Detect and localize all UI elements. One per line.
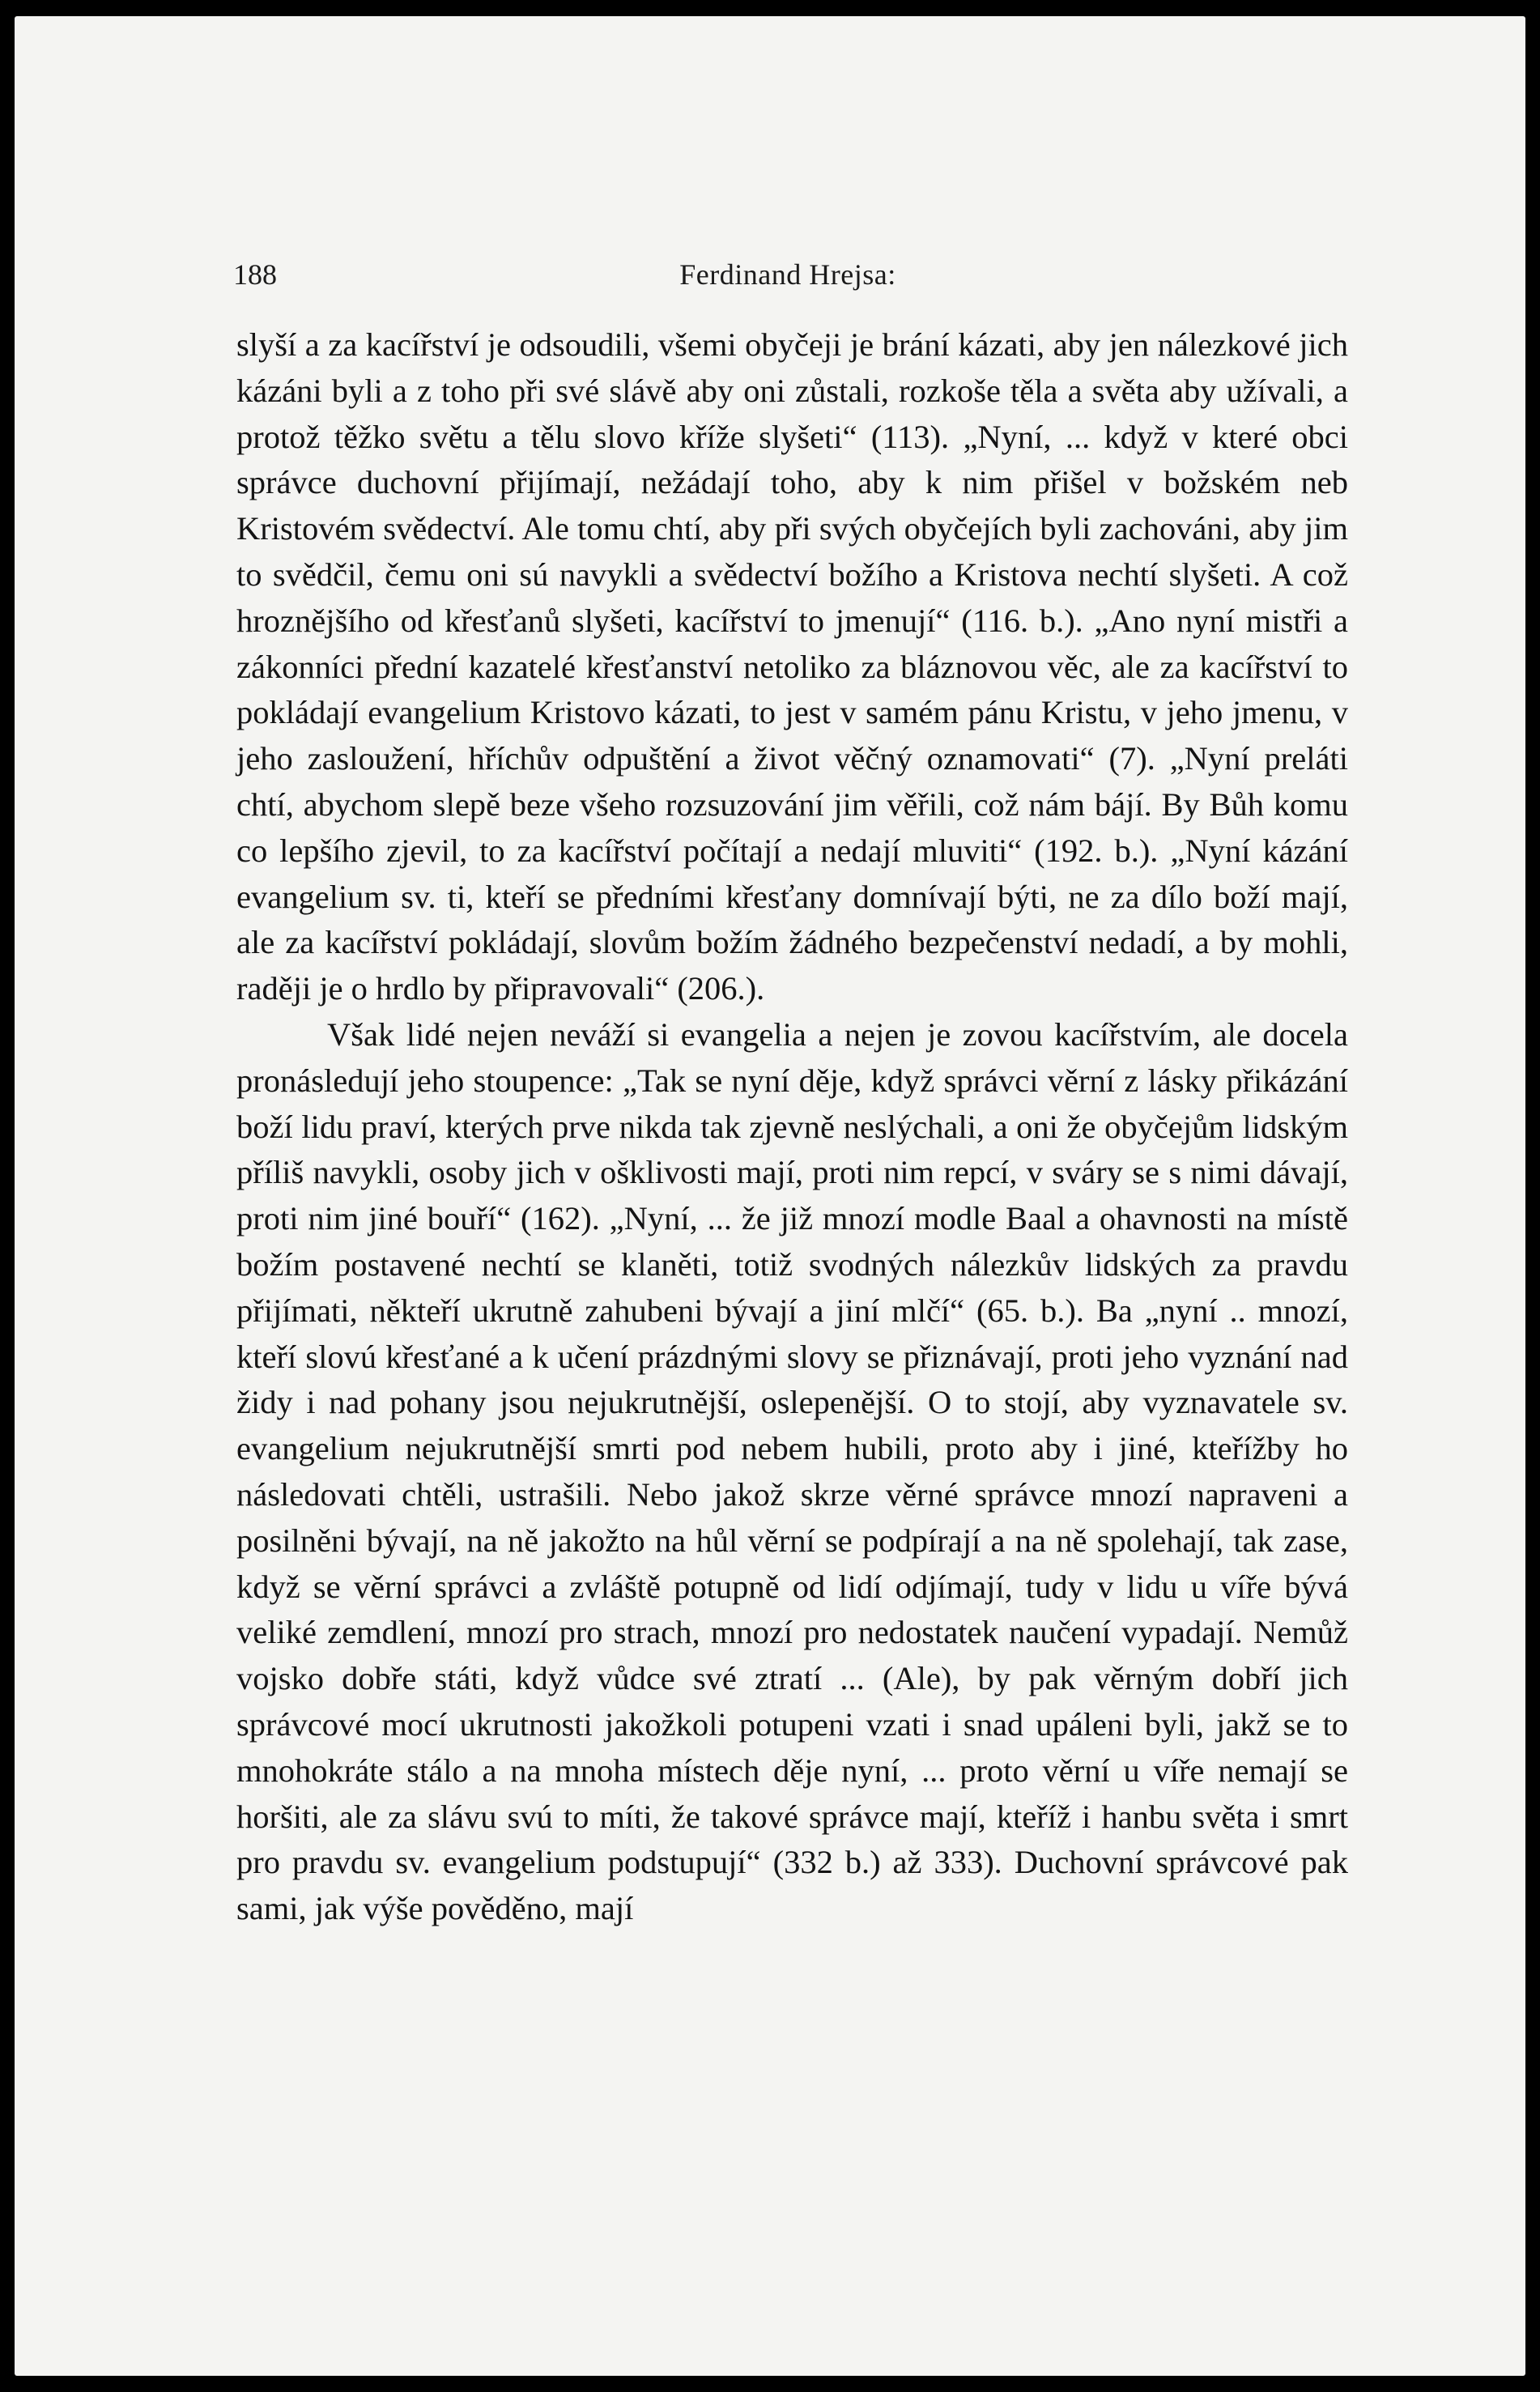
body-text — [236, 322, 1348, 1932]
page-header — [233, 258, 1342, 298]
page-number: 188 — [233, 258, 277, 291]
running-head-author: Ferdinand Hrejsa: — [679, 258, 896, 291]
paragraph-1: slyší a za kacířství je odsoudili, všemi obyčeji je brání kázati, aby jen nálezkové jich kázáni byli a z toho při své slávě aby oni zůstali, rozkoše těla a světa aby užívali, a protož těžko světu a tělu slovo kříže slyšeti“ (113). „Nyní, ... když v které obci správce duchovní přijímají, nežádají toho, aby k nim přišel v božském neb Kristovém svědectví. Ale tomu chtí, aby při svých obyčejích byli zachováni, aby jim to svědčil, čemu oni sú navykli a svědectví božího a Kristova nechtí slyšeti. A což hroznějšího od křesťanů slyšeti, kacířství to jmenují“ (116. b.). „Ano nyní mistři a zákonníci přední kazatelé křesťanství netoliko za bláznovou věc, ale za kacířství to pokládají evangelium Kristovo kázati, to jest v samém pánu Kristu, v jeho jmenu, v jeho zasloužení, hříchův odpuštění a život věčný oznamovati“ (7). „Nyní preláti chtí, abychom slepě beze všeho rozsuzování jim věřili, což nám bájí. By Bůh komu co lepšího zjevil, to za kacířství počítají a nedají mluviti“ (192. b.). „Nyní kázání evangelium sv. ti, kteří se předními křesťany domnívají býti, ne za dílo boží mají, ale za kacířství pokládají, slovům božím žádného bezpečenství nedadí, a by mohli, raději je o hrdlo by připravovali“ (206.). — [236, 326, 1348, 1007]
paragraph-2: Však lidé nejen neváží si evangelia a nejen je zovou kacířstvím, ale docela pronásledují jeho stoupence: „Tak se nyní děje, když správci věrní z lásky přikázání boží lidu praví, kterých prve nikda tak zjevně neslýchali, a oni že obyčejům lidským příliš navykli, osoby jich v ošklivosti mají, proti nim repcí, v sváry se s nimi dávají, proti nim jiné bouří“ (162). „Nyní, ... že již mnozí modle Baal a ohavnosti na místě božím postavené nechtí se klaněti, totiž svodných nálezkův lidských za pravdu přijímati, někteří ukrutně zahubeni bývají a jiní mlčí“ (65. b.). Ba „nyní .. mnozí, kteří slovú křesťané a k učení prázdnými slovy se přiznávají, proti jeho vyznání nad židy i nad pohany jsou nejukrutnější, oslepenější. O to stojí, aby vyznavatele sv. evangelium nejukrutnější smrti pod nebem hubili, proto aby i jiné, kteřížby ho následovati chtěli, ustrašili. Nebo jakož skrze věrné správce mnozí napraveni a posilněni bývají, na ně jakožto na hůl věrní se podpírají a na ně spolehají, tak zase, když se věrní správci a zvláště potupně od lidí odjímají, tudy v lidu u víře bývá veliké zemdlení, mnozí pro strach, mnozí pro nedostatek naučení vypadají. Nemůž vojsko dobře státi, když vůdce své ztratí ... (Ale), by pak věrným dobří jich správcové mocí ukrutnosti jakožkoli potupeni vzati i snad upáleni byli, jakž se to mnohokráte stálo a na mnoha místech děje nyní, ... proto věrní u víře nemají se horšiti, ale za slávu svú to míti, že takové správce mají, kteříž i hanbu světa i smrt pro pravdu sv. evangelium podstupují“ (332 b.) až 333). Duchovní správcové pak sami, jak výše pověděno, mají — [236, 1015, 1348, 1927]
